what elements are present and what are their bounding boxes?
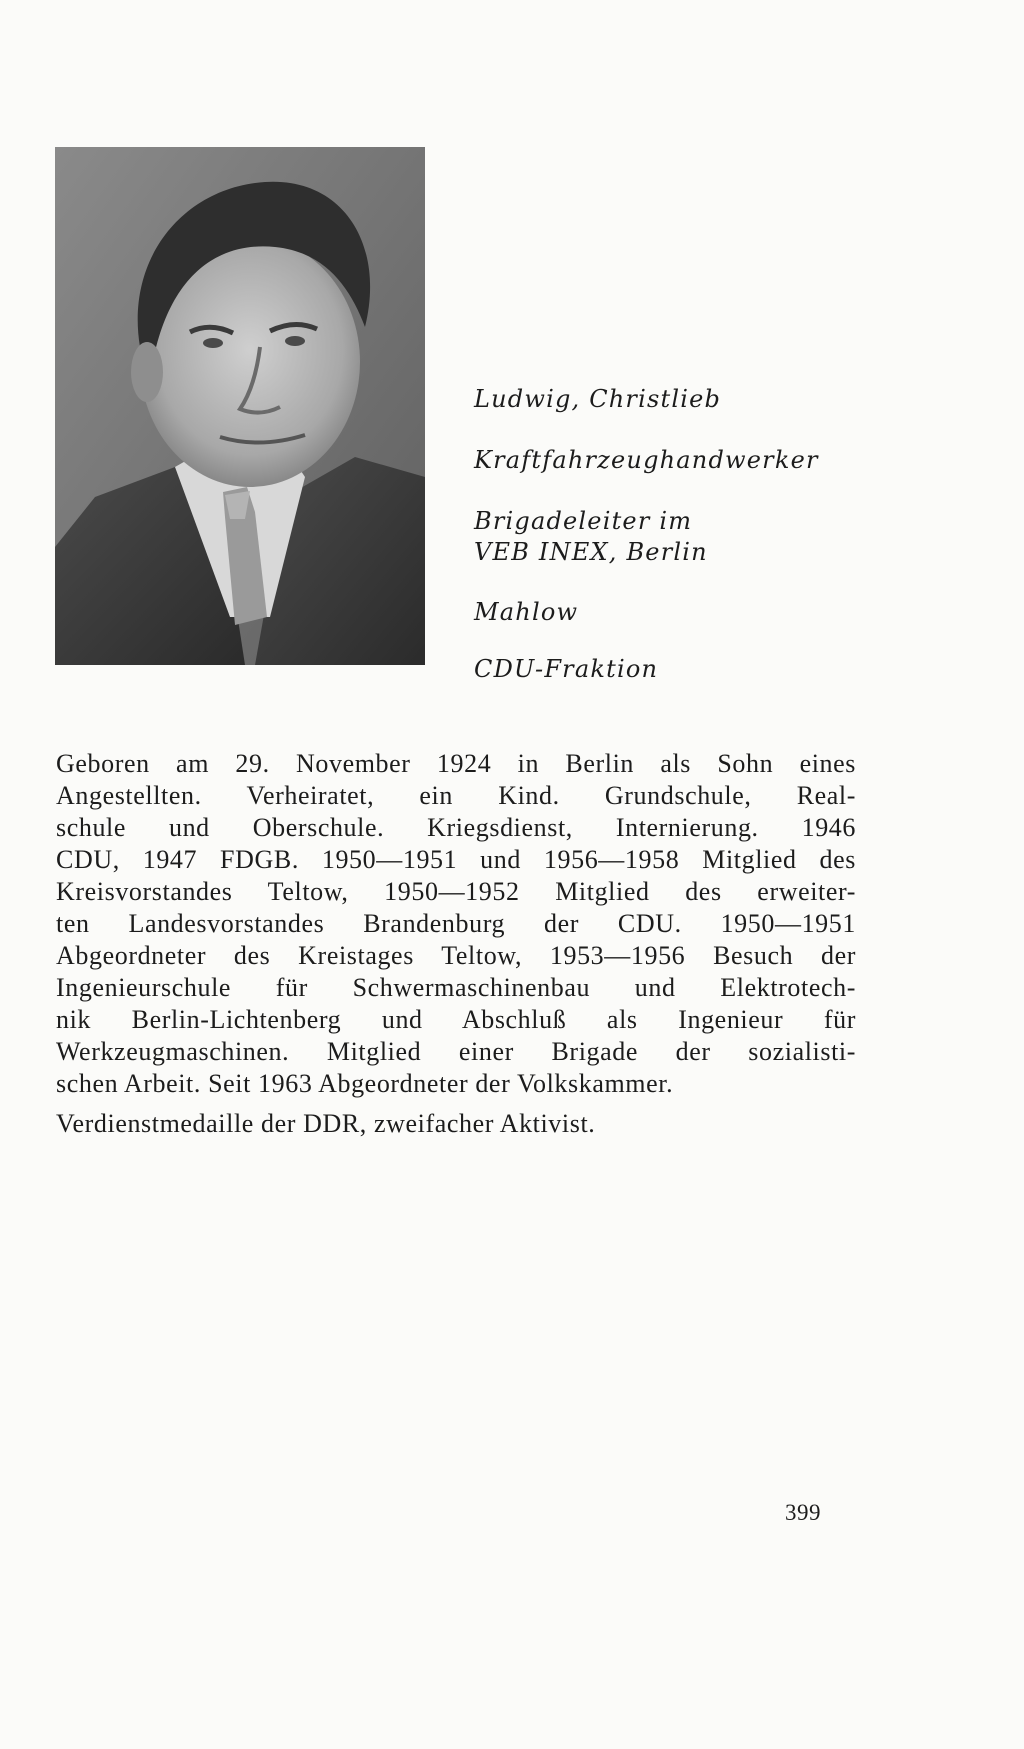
- position-line-2: VEB INEX, Berlin: [474, 538, 708, 566]
- biography-paragraph: [56, 748, 856, 1100]
- biography-line: Werkzeugmaschinen. Mitglied einer Brigade der sozialisti-: [56, 1037, 856, 1066]
- occupation: Kraftfahrzeughandwerker: [474, 446, 819, 474]
- residence: Mahlow: [474, 598, 579, 626]
- biography-line: Kreisvorstandes Teltow, 1950—1952 Mitglied des erweiter-: [56, 877, 856, 906]
- biography-line: Geboren am 29. November 1924 in Berlin als Sohn eines: [56, 749, 856, 778]
- portrait-photo: [55, 147, 425, 665]
- biography-line: schule und Oberschule. Kriegsdienst, Internierung. 1946: [56, 813, 856, 842]
- portrait-illustration: [55, 147, 425, 665]
- faction: CDU-Fraktion: [474, 655, 659, 683]
- biography-line: nik Berlin-Lichtenberg und Abschluß als Ingenieur für: [56, 1005, 856, 1034]
- person-name: Ludwig, Christlieb: [474, 385, 722, 413]
- biography-line: Angestellten. Verheiratet, ein Kind. Grundschule, Real-: [56, 781, 856, 810]
- awards-line: Verdienstmedaille der DDR, zweifacher Aktivist.: [56, 1109, 596, 1138]
- page-number: 399: [785, 1500, 821, 1525]
- biography-line: CDU, 1947 FDGB. 1950—1951 und 1956—1958 Mitglied des: [56, 845, 856, 874]
- biography-line: Abgeordneter des Kreistages Teltow, 1953—1956 Besuch der: [56, 941, 856, 970]
- biography-line: ten Landesvorstandes Brandenburg der CDU. 1950—1951: [56, 909, 856, 938]
- biography-line: Ingenieurschule für Schwermaschinenbau und Elektrotech-: [56, 973, 856, 1002]
- biography-line: schen Arbeit. Seit 1963 Abgeordneter der Volkskammer.: [56, 1069, 674, 1098]
- position-line-1: Brigadeleiter im: [474, 507, 693, 535]
